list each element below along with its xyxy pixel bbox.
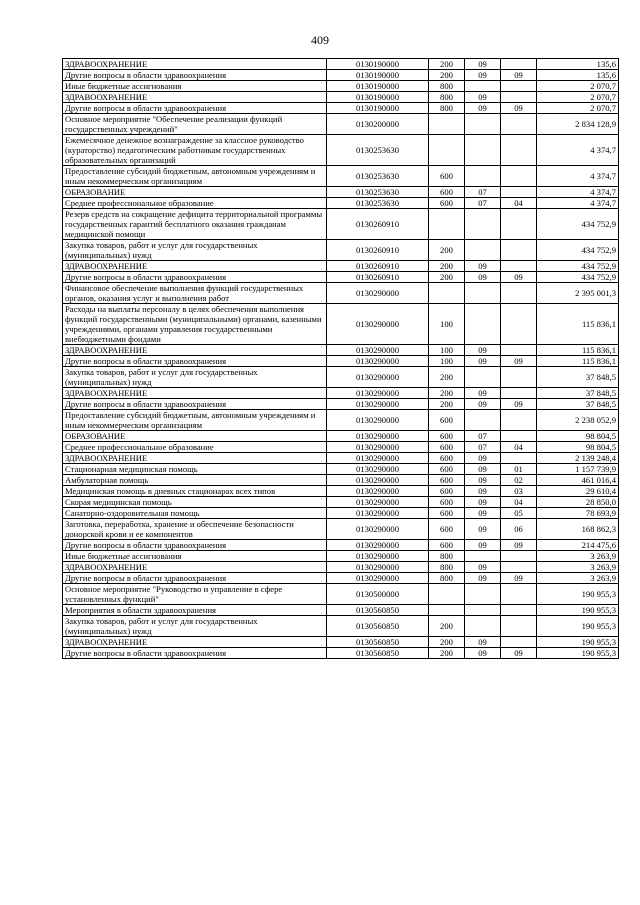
section-cell: 09 [465, 497, 501, 508]
target-article-cell: 0130560850 [327, 648, 429, 659]
row-name-cell: Заготовка, переработка, хранение и обеспечение безопасности донорской крови и ее компонентов [63, 519, 327, 540]
amount-cell: 190 955,3 [537, 616, 619, 637]
table-row [63, 283, 619, 304]
subsection-cell [501, 92, 537, 103]
amount-cell: 115 836,1 [537, 356, 619, 367]
row-name-cell: Среднее профессиональное образование [63, 442, 327, 453]
row-name-cell: Иные бюджетные ассигнования [63, 81, 327, 92]
target-article-cell: 0130290000 [327, 540, 429, 551]
subsection-cell [501, 410, 537, 431]
target-article-cell: 0130290000 [327, 431, 429, 442]
table-row [63, 497, 619, 508]
section-cell: 09 [465, 475, 501, 486]
table-row [63, 209, 619, 240]
row-name-cell: Другие вопросы в области здравоохранения [63, 272, 327, 283]
amount-cell: 2 070,7 [537, 81, 619, 92]
section-cell [465, 605, 501, 616]
table-row [63, 562, 619, 573]
row-name-cell: Основное мероприятие "Обеспечение реализации функций государственных учреждений" [63, 114, 327, 135]
amount-cell: 4 374,7 [537, 187, 619, 198]
subsection-cell [501, 240, 537, 261]
amount-cell: 3 263,9 [537, 573, 619, 584]
section-cell: 09 [465, 637, 501, 648]
expense-type-cell: 600 [429, 519, 465, 540]
section-cell: 07 [465, 198, 501, 209]
section-cell: 09 [465, 345, 501, 356]
row-name-cell: ЗДРАВООХРАНЕНИЕ [63, 261, 327, 272]
expense-type-cell: 200 [429, 637, 465, 648]
target-article-cell: 0130500000 [327, 584, 429, 605]
section-cell [465, 114, 501, 135]
amount-cell: 98 804,5 [537, 431, 619, 442]
page-number: 409 [311, 33, 329, 47]
section-cell: 09 [465, 70, 501, 81]
row-name-cell: ЗДРАВООХРАНЕНИЕ [63, 562, 327, 573]
amount-cell: 28 850,0 [537, 497, 619, 508]
table-row [63, 486, 619, 497]
amount-cell: 3 263,9 [537, 562, 619, 573]
row-name-cell: Резерв средств на сокращение дефицита территориальной программы государственных гарантий бесплатного оказания гражданам медицинской помощи [63, 209, 327, 240]
subsection-cell [501, 551, 537, 562]
section-cell [465, 551, 501, 562]
section-cell: 09 [465, 103, 501, 114]
table-row [63, 187, 619, 198]
section-cell: 09 [465, 453, 501, 464]
target-article-cell: 0130290000 [327, 464, 429, 475]
section-cell [465, 304, 501, 345]
table-row [63, 345, 619, 356]
amount-cell: 190 955,3 [537, 605, 619, 616]
amount-cell: 461 016,4 [537, 475, 619, 486]
row-name-cell: Основное мероприятие "Руководство и управление в сфере установленных функций" [63, 584, 327, 605]
target-article-cell: 0130560850 [327, 605, 429, 616]
subsection-cell: 09 [501, 648, 537, 659]
table-row [63, 356, 619, 367]
table-row [63, 388, 619, 399]
expense-type-cell: 200 [429, 59, 465, 70]
expense-type-cell: 600 [429, 187, 465, 198]
expense-type-cell [429, 605, 465, 616]
section-cell [465, 135, 501, 166]
expense-type-cell: 600 [429, 410, 465, 431]
subsection-cell: 09 [501, 272, 537, 283]
expense-type-cell: 600 [429, 453, 465, 464]
subsection-cell [501, 166, 537, 187]
section-cell: 07 [465, 431, 501, 442]
amount-cell: 29 610,4 [537, 486, 619, 497]
table-row [63, 464, 619, 475]
target-article-cell: 0130290000 [327, 551, 429, 562]
target-article-cell: 0130290000 [327, 573, 429, 584]
table-row [63, 59, 619, 70]
expense-type-cell: 100 [429, 304, 465, 345]
subsection-cell: 04 [501, 198, 537, 209]
amount-cell: 4 374,7 [537, 135, 619, 166]
expense-type-cell: 600 [429, 442, 465, 453]
subsection-cell [501, 209, 537, 240]
subsection-cell: 09 [501, 356, 537, 367]
subsection-cell [501, 388, 537, 399]
table-row [63, 272, 619, 283]
amount-cell: 2 834 128,9 [537, 114, 619, 135]
expense-type-cell [429, 283, 465, 304]
subsection-cell: 06 [501, 519, 537, 540]
row-name-cell: Другие вопросы в области здравоохранения [63, 648, 327, 659]
expense-type-cell: 200 [429, 367, 465, 388]
section-cell [465, 166, 501, 187]
amount-cell: 190 955,3 [537, 648, 619, 659]
expense-type-cell [429, 135, 465, 166]
expense-type-cell [429, 584, 465, 605]
target-article-cell: 0130260910 [327, 261, 429, 272]
row-name-cell: ЗДРАВООХРАНЕНИЕ [63, 388, 327, 399]
table-row [63, 70, 619, 81]
table-row [63, 410, 619, 431]
amount-cell: 434 752,9 [537, 240, 619, 261]
amount-cell: 190 955,3 [537, 584, 619, 605]
table-row [63, 442, 619, 453]
target-article-cell: 0130200000 [327, 114, 429, 135]
target-article-cell: 0130290000 [327, 497, 429, 508]
amount-cell: 98 804,5 [537, 442, 619, 453]
row-name-cell: Другие вопросы в области здравоохранения [63, 70, 327, 81]
amount-cell: 434 752,9 [537, 261, 619, 272]
subsection-cell [501, 616, 537, 637]
table-row [63, 367, 619, 388]
row-name-cell: Другие вопросы в области здравоохранения [63, 399, 327, 410]
row-name-cell: Другие вопросы в области здравоохранения [63, 540, 327, 551]
subsection-cell [501, 135, 537, 166]
amount-cell: 434 752,9 [537, 272, 619, 283]
target-article-cell: 0130290000 [327, 399, 429, 410]
subsection-cell [501, 637, 537, 648]
target-article-cell: 0130560850 [327, 637, 429, 648]
expense-type-cell: 600 [429, 508, 465, 519]
expense-type-cell: 200 [429, 70, 465, 81]
section-cell: 09 [465, 59, 501, 70]
target-article-cell: 0130190000 [327, 92, 429, 103]
section-cell: 09 [465, 540, 501, 551]
amount-cell: 37 848,5 [537, 399, 619, 410]
target-article-cell: 0130290000 [327, 410, 429, 431]
subsection-cell [501, 431, 537, 442]
table-row [63, 198, 619, 209]
target-article-cell: 0130290000 [327, 356, 429, 367]
expense-type-cell [429, 114, 465, 135]
amount-cell: 2 395 001,3 [537, 283, 619, 304]
expense-type-cell: 200 [429, 616, 465, 637]
expense-type-cell: 800 [429, 573, 465, 584]
subsection-cell: 04 [501, 442, 537, 453]
expense-type-cell: 800 [429, 562, 465, 573]
subsection-cell: 09 [501, 399, 537, 410]
section-cell: 09 [465, 573, 501, 584]
section-cell [465, 81, 501, 92]
target-article-cell: 0130253630 [327, 187, 429, 198]
target-article-cell: 0130290000 [327, 388, 429, 399]
row-name-cell: Среднее профессиональное образование [63, 198, 327, 209]
row-name-cell: Предоставление субсидий бюджетным, автономным учреждениям и иным некоммерческим организациям [63, 166, 327, 187]
section-cell [465, 209, 501, 240]
section-cell: 09 [465, 562, 501, 573]
amount-cell: 37 848,5 [537, 367, 619, 388]
section-cell: 09 [465, 399, 501, 410]
subsection-cell [501, 283, 537, 304]
subsection-cell: 09 [501, 540, 537, 551]
expense-type-cell: 600 [429, 166, 465, 187]
target-article-cell: 0130290000 [327, 367, 429, 388]
section-cell: 09 [465, 486, 501, 497]
subsection-cell [501, 81, 537, 92]
table-row [63, 508, 619, 519]
expense-type-cell: 100 [429, 356, 465, 367]
amount-cell: 214 475,6 [537, 540, 619, 551]
table-row [63, 616, 619, 637]
expense-type-cell: 800 [429, 92, 465, 103]
subsection-cell [501, 261, 537, 272]
row-name-cell: Другие вопросы в области здравоохранения [63, 356, 327, 367]
expense-type-cell: 600 [429, 540, 465, 551]
subsection-cell [501, 345, 537, 356]
subsection-cell: 01 [501, 464, 537, 475]
row-name-cell: ЗДРАВООХРАНЕНИЕ [63, 637, 327, 648]
section-cell: 09 [465, 508, 501, 519]
table-row [63, 399, 619, 410]
amount-cell: 37 848,5 [537, 388, 619, 399]
table-row [63, 648, 619, 659]
section-cell [465, 283, 501, 304]
row-name-cell: ОБРАЗОВАНИЕ [63, 431, 327, 442]
subsection-cell: 09 [501, 70, 537, 81]
table-row [63, 475, 619, 486]
row-name-cell: Ежемесячное денежное вознаграждение за классное руководство (кураторство) педагогическим работникам государственных образовательных организаций [63, 135, 327, 166]
target-article-cell: 0130190000 [327, 103, 429, 114]
target-article-cell: 0130253630 [327, 135, 429, 166]
section-cell: 09 [465, 464, 501, 475]
amount-cell: 2 238 052,9 [537, 410, 619, 431]
expense-type-cell: 200 [429, 388, 465, 399]
row-name-cell: ЗДРАВООХРАНЕНИЕ [63, 453, 327, 464]
row-name-cell: ЗДРАВООХРАНЕНИЕ [63, 92, 327, 103]
subsection-cell [501, 562, 537, 573]
expense-type-cell: 600 [429, 486, 465, 497]
expense-type-cell: 100 [429, 345, 465, 356]
subsection-cell: 02 [501, 475, 537, 486]
amount-cell: 168 862,3 [537, 519, 619, 540]
target-article-cell: 0130260910 [327, 272, 429, 283]
table-row [63, 519, 619, 540]
section-cell: 09 [465, 356, 501, 367]
section-cell: 09 [465, 92, 501, 103]
row-name-cell: ЗДРАВООХРАНЕНИЕ [63, 59, 327, 70]
subsection-cell: 04 [501, 497, 537, 508]
table-row [63, 551, 619, 562]
target-article-cell: 0130190000 [327, 81, 429, 92]
row-name-cell: Мероприятия в области здравоохранения [63, 605, 327, 616]
subsection-cell: 09 [501, 573, 537, 584]
section-cell [465, 367, 501, 388]
target-article-cell: 0130290000 [327, 442, 429, 453]
amount-cell: 2 070,7 [537, 103, 619, 114]
amount-cell: 115 836,1 [537, 345, 619, 356]
table-row [63, 240, 619, 261]
row-name-cell: Закупка товаров, работ и услуг для государственных (муниципальных) нужд [63, 240, 327, 261]
row-name-cell: Закупка товаров, работ и услуг для государственных (муниципальных) нужд [63, 367, 327, 388]
table-row [63, 637, 619, 648]
section-cell [465, 616, 501, 637]
target-article-cell: 0130290000 [327, 453, 429, 464]
row-name-cell: Медицинская помощь в дневных стационарах всех типов [63, 486, 327, 497]
row-name-cell: Предоставление субсидий бюджетным, автономным учреждениям и иным некоммерческим организациям [63, 410, 327, 431]
amount-cell: 190 955,3 [537, 637, 619, 648]
section-cell [465, 584, 501, 605]
target-article-cell: 0130290000 [327, 508, 429, 519]
amount-cell: 115 836,1 [537, 304, 619, 345]
subsection-cell [501, 367, 537, 388]
target-article-cell: 0130290000 [327, 486, 429, 497]
section-cell: 09 [465, 261, 501, 272]
table-row [63, 540, 619, 551]
subsection-cell: 03 [501, 486, 537, 497]
target-article-cell: 0130290000 [327, 519, 429, 540]
row-name-cell: Санаторно-оздоровительная помощь [63, 508, 327, 519]
expense-type-cell: 200 [429, 648, 465, 659]
amount-cell: 4 374,7 [537, 166, 619, 187]
expense-type-cell: 600 [429, 497, 465, 508]
target-article-cell: 0130290000 [327, 345, 429, 356]
table-row [63, 605, 619, 616]
amount-cell: 2 139 248,4 [537, 453, 619, 464]
subsection-cell [501, 605, 537, 616]
target-article-cell: 0130260910 [327, 209, 429, 240]
target-article-cell: 0130290000 [327, 475, 429, 486]
row-name-cell: Амбулаторная помощь [63, 475, 327, 486]
amount-cell: 135,6 [537, 59, 619, 70]
row-name-cell: Закупка товаров, работ и услуг для государственных (муниципальных) нужд [63, 616, 327, 637]
row-name-cell: Скорая медицинская помощь [63, 497, 327, 508]
table-row [63, 114, 619, 135]
target-article-cell: 0130290000 [327, 304, 429, 345]
subsection-cell [501, 59, 537, 70]
target-article-cell: 0130560850 [327, 616, 429, 637]
subsection-cell [501, 187, 537, 198]
expense-type-cell: 200 [429, 261, 465, 272]
table-row [63, 584, 619, 605]
budget-table-body [63, 59, 619, 659]
target-article-cell: 0130190000 [327, 59, 429, 70]
table-row [63, 453, 619, 464]
subsection-cell [501, 453, 537, 464]
expense-type-cell: 600 [429, 475, 465, 486]
table-row [63, 304, 619, 345]
row-name-cell: Расходы на выплаты персоналу в целях обеспечения выполнения функций государственными (муниципальными) органами, казенными учреждениями, органами управления государственными внебюджетными фондами [63, 304, 327, 345]
amount-cell: 78 693,9 [537, 508, 619, 519]
table-row [63, 166, 619, 187]
target-article-cell: 0130190000 [327, 70, 429, 81]
budget-table [62, 58, 619, 659]
section-cell [465, 240, 501, 261]
expense-type-cell [429, 209, 465, 240]
row-name-cell: Стационарная медицинская помощь [63, 464, 327, 475]
target-article-cell: 0130290000 [327, 283, 429, 304]
row-name-cell: ОБРАЗОВАНИЕ [63, 187, 327, 198]
amount-cell: 1 157 739,9 [537, 464, 619, 475]
amount-cell: 4 374,7 [537, 198, 619, 209]
section-cell [465, 410, 501, 431]
amount-cell: 3 263,9 [537, 551, 619, 562]
table-row [63, 431, 619, 442]
table-row [63, 261, 619, 272]
amount-cell: 434 752,9 [537, 209, 619, 240]
table-row [63, 92, 619, 103]
table-row [63, 135, 619, 166]
expense-type-cell: 600 [429, 464, 465, 475]
target-article-cell: 0130253630 [327, 166, 429, 187]
expense-type-cell: 800 [429, 81, 465, 92]
section-cell: 09 [465, 519, 501, 540]
section-cell: 09 [465, 272, 501, 283]
section-cell: 07 [465, 442, 501, 453]
table-row [63, 573, 619, 584]
section-cell: 09 [465, 648, 501, 659]
target-article-cell: 0130253630 [327, 198, 429, 209]
target-article-cell: 0130260910 [327, 240, 429, 261]
expense-type-cell: 800 [429, 551, 465, 562]
row-name-cell: Другие вопросы в области здравоохранения [63, 103, 327, 114]
section-cell: 09 [465, 388, 501, 399]
section-cell: 07 [465, 187, 501, 198]
subsection-cell: 09 [501, 103, 537, 114]
table-row [63, 103, 619, 114]
expense-type-cell: 600 [429, 431, 465, 442]
expense-type-cell: 200 [429, 240, 465, 261]
row-name-cell: Иные бюджетные ассигнования [63, 551, 327, 562]
expense-type-cell: 600 [429, 198, 465, 209]
subsection-cell [501, 114, 537, 135]
row-name-cell: Другие вопросы в области здравоохранения [63, 573, 327, 584]
target-article-cell: 0130290000 [327, 562, 429, 573]
amount-cell: 2 070,7 [537, 92, 619, 103]
expense-type-cell: 800 [429, 103, 465, 114]
row-name-cell: ЗДРАВООХРАНЕНИЕ [63, 345, 327, 356]
subsection-cell: 05 [501, 508, 537, 519]
expense-type-cell: 200 [429, 399, 465, 410]
expense-type-cell: 200 [429, 272, 465, 283]
row-name-cell: Финансовое обеспечение выполнения функций государственных органов, оказания услуг и выполнения работ [63, 283, 327, 304]
subsection-cell [501, 304, 537, 345]
subsection-cell [501, 584, 537, 605]
amount-cell: 135,6 [537, 70, 619, 81]
table-row [63, 81, 619, 92]
